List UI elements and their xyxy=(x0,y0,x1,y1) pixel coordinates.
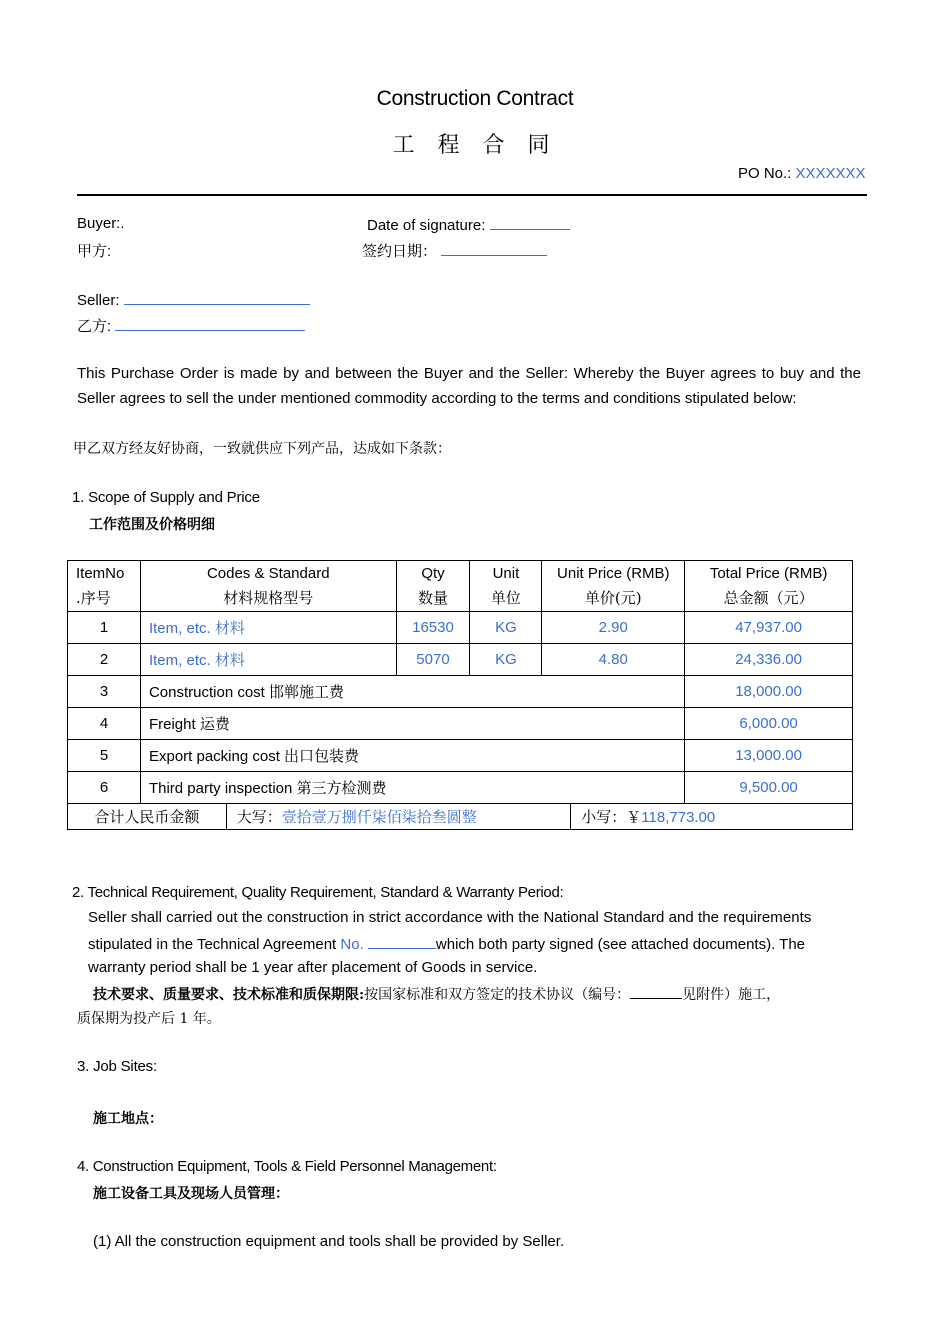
row-no: 6 xyxy=(68,772,141,804)
row-price[interactable]: 2.90 xyxy=(542,612,685,644)
table-row xyxy=(68,676,853,708)
header-total-price: Total Price (RMB) 总金额（元） xyxy=(685,561,853,612)
row-desc[interactable]: Item, etc. 材料 xyxy=(140,644,396,676)
row-qty[interactable]: 16530 xyxy=(396,612,470,644)
agreement-no-field[interactable] xyxy=(368,934,436,949)
seller-label-cn: 乙方: xyxy=(77,318,112,335)
seller-line-cn xyxy=(77,315,305,336)
total-summary-row xyxy=(68,804,853,830)
row-desc: Third party inspection 第三方检测费 xyxy=(140,772,684,804)
seller-label: Seller: xyxy=(77,292,120,309)
buyer-label: Buyer:. xyxy=(77,215,125,232)
po-number xyxy=(738,165,866,182)
row-total[interactable]: 18,000.00 xyxy=(685,676,853,708)
row-total[interactable]: 47,937.00 xyxy=(685,612,853,644)
section-1-heading: 1. Scope of Supply and Price xyxy=(72,489,260,506)
date-of-signature-cn xyxy=(362,240,547,261)
sum-label: 合计人民币金额 xyxy=(68,804,227,830)
sum-in-figures: 小写：￥118,773.00 xyxy=(571,804,853,830)
section-2-body-cn-2: 质保期为投产后 1 年。 xyxy=(77,1011,221,1027)
po-label: PO No.: xyxy=(738,165,792,182)
row-desc: Export packing cost 出口包装费 xyxy=(140,740,684,772)
date-field-cn[interactable] xyxy=(441,241,547,256)
row-no: 4 xyxy=(68,708,141,740)
section-4-item-1: (1) All the construction equipment and tools shall be provided by Seller. xyxy=(93,1233,565,1250)
sum-words-value[interactable]: 壹拾壹万捌仟柒佰柒拾叁圆整 xyxy=(281,808,477,826)
section-2-body-line-2: stipulated in the Technical Agreement No. which both party signed (see attached documents). The xyxy=(88,936,806,953)
row-no: 2 xyxy=(68,644,141,676)
header-itemno: ItemNo .序号 xyxy=(68,561,141,612)
total-summary-table xyxy=(67,803,853,830)
agreement-no-label: No. xyxy=(340,936,364,953)
header-codes: Codes & Standard 材料规格型号 xyxy=(140,561,396,612)
po-value[interactable]: XXXXXXX xyxy=(795,165,866,182)
sum-in-words: 大写：壹拾壹万捌仟柒佰柒拾叁圆整 xyxy=(226,804,571,830)
date-label: Date of signature: xyxy=(367,217,486,234)
seller-field[interactable] xyxy=(124,290,310,305)
table-header-row xyxy=(68,561,853,612)
sum-figure-value[interactable]: 118,773.00 xyxy=(641,809,716,826)
section-2-heading-cn: 技术要求、质量要求、技术标准和质保期限: xyxy=(93,987,365,1003)
row-no: 3 xyxy=(68,676,141,708)
row-price[interactable]: 4.80 xyxy=(542,644,685,676)
table-row xyxy=(68,772,853,804)
row-total[interactable]: 24,336.00 xyxy=(685,644,853,676)
section-2-body-line-1: Seller shall carried out the construction in strict accordance with the National Standard and the requirements xyxy=(88,909,812,926)
header-qty: Qty 数量 xyxy=(396,561,470,612)
section-2-heading: 2. Technical Requirement, Quality Requirement, Standard & Warranty Period: xyxy=(72,884,564,901)
section-2-body-line-3: warranty period shall be 1 year after placement of Goods in service. xyxy=(88,959,538,976)
date-field[interactable] xyxy=(490,215,570,230)
section-4-heading: 4. Construction Equipment, Tools & Field Personnel Management: xyxy=(77,1158,497,1175)
row-total[interactable]: 13,000.00 xyxy=(685,740,853,772)
table-row xyxy=(68,644,853,676)
seller-field-cn[interactable] xyxy=(115,316,305,331)
date-label-cn: 签约日期： xyxy=(362,243,438,260)
table-row xyxy=(68,708,853,740)
buyer-label-cn: 甲方: xyxy=(77,243,112,260)
row-total[interactable]: 6,000.00 xyxy=(685,708,853,740)
header-unit: Unit 单位 xyxy=(470,561,542,612)
date-of-signature xyxy=(367,215,570,234)
agreement-no-field-cn[interactable] xyxy=(630,984,682,999)
header-unit-price: Unit Price (RMB) 单价(元) xyxy=(542,561,685,612)
row-no: 1 xyxy=(68,612,141,644)
intro-paragraph-cn: 甲乙双方经友好协商，一致就供应下列产品，达成如下条款： xyxy=(73,441,451,457)
header-divider xyxy=(77,194,867,196)
contract-title-cn: 工 程 合 同 xyxy=(392,133,558,158)
row-unit[interactable]: KG xyxy=(470,644,542,676)
row-qty[interactable]: 5070 xyxy=(396,644,470,676)
row-desc: Freight 运费 xyxy=(140,708,684,740)
row-no: 5 xyxy=(68,740,141,772)
scope-table xyxy=(67,560,853,804)
contract-title: Construction Contract xyxy=(376,87,574,110)
section-4-heading-cn: 施工设备工具及现场人员管理： xyxy=(93,1186,289,1202)
intro-paragraph: This Purchase Order is made by and between the Buyer and the Seller: Whereby the Buyer agrees to buy and the Seller agrees to sell the under mentioned commodity according to the terms and conditions stipulated below: xyxy=(77,365,861,407)
table-row xyxy=(68,740,853,772)
section-3-heading-cn: 施工地点： xyxy=(93,1111,163,1127)
section-1-heading-cn: 工作范围及价格明细 xyxy=(89,517,215,533)
row-desc: Construction cost 邯郸施工费 xyxy=(140,676,684,708)
row-total[interactable]: 9,500.00 xyxy=(685,772,853,804)
section-3-heading: 3. Job Sites: xyxy=(77,1058,157,1075)
section-2-body-cn: 技术要求、质量要求、技术标准和质保期限:按国家标准和双方签定的技术协议（编号： 见附件）施工， xyxy=(93,984,780,1004)
seller-line xyxy=(77,290,310,309)
table-row xyxy=(68,612,853,644)
row-unit[interactable]: KG xyxy=(470,612,542,644)
row-desc[interactable]: Item, etc. 材料 xyxy=(140,612,396,644)
